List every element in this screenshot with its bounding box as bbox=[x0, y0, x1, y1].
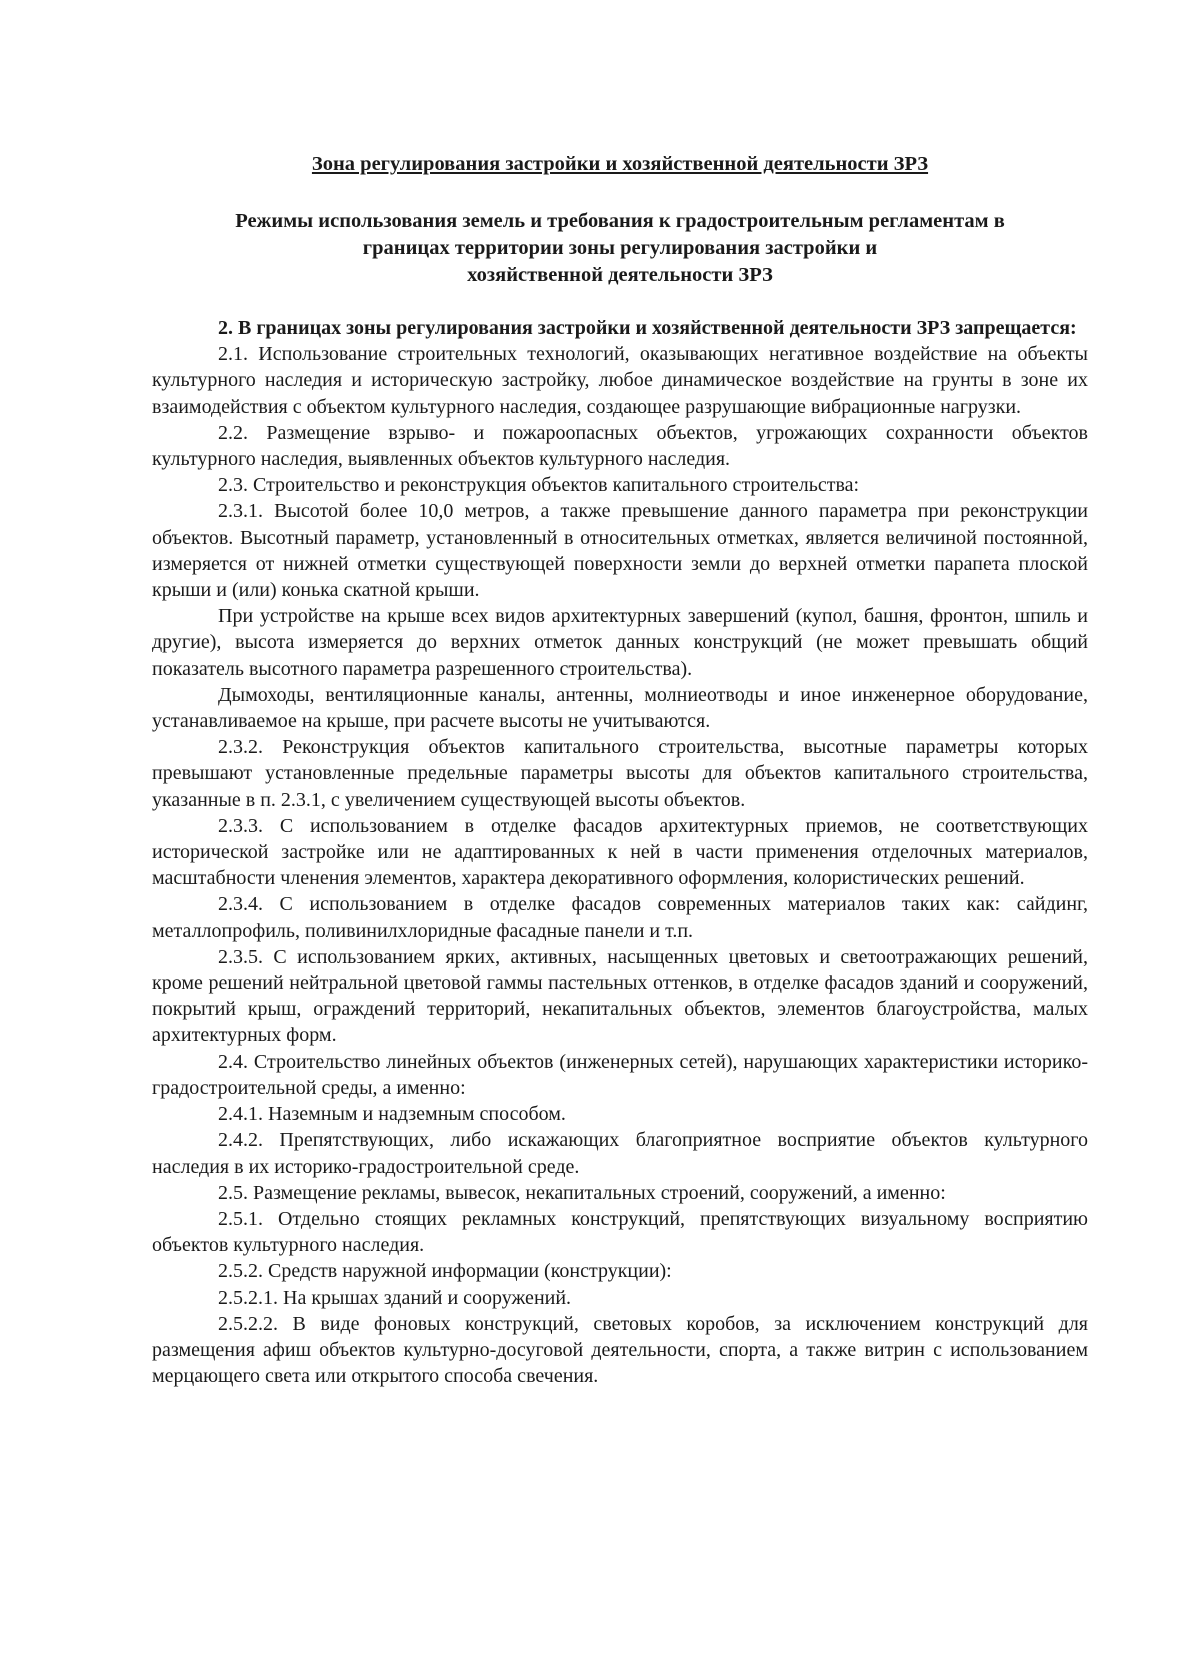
paragraph-2-3-2: 2.3.2. Реконструкция объектов капитального строительства, высотные параметры которых превышают установленные предельные параметры высоты для объектов капитального строительства, указанные в п. 2.3.1, с увеличением существующей высоты объектов. bbox=[152, 736, 1088, 811]
subtitle-line: Режимы использования земель и требования к градостроительным регламентам в bbox=[235, 210, 1005, 232]
document-subtitle bbox=[152, 208, 1088, 289]
paragraph-2-3-1: 2.3.1. Высотой более 10,0 метров, а также превышение данного параметра при реконструкции объектов. Высотный параметр, установленный в относительных отметках, является величиной постоянной, измеряется от нижней отметки существующей поверхности земли до верхней отметки парапета плоской крыши и (или) конька скатной крыши. bbox=[152, 500, 1088, 602]
document-body bbox=[152, 315, 1088, 1389]
paragraph-2-5-2-1: 2.5.2.1. На крышах зданий и сооружений. bbox=[218, 1286, 572, 1309]
paragraph-2-4: 2.4. Строительство линейных объектов (инженерных сетей), нарушающих характеристики историко-градостроительной среды, а именно: bbox=[152, 1050, 1088, 1099]
paragraph-2-3-5: 2.3.5. С использованием ярких, активных, насыщенных цветовых и светоотражающих решений, кроме решений нейтральной цветовой гаммы пастельных оттенков, в отделке фасадов зданий и сооружений, покрытий крыш, ограждений территорий, некапитальных объектов, элементов благоустройства, малых архитектурных форм. bbox=[152, 945, 1088, 1047]
paragraph-2-5-1: 2.5.1. Отдельно стоящих рекламных конструкций, препятствующих визуальному восприятию объектов культурного наследия. bbox=[152, 1207, 1088, 1257]
document-title: Зона регулирования застройки и хозяйственной деятельности ЗРЗ bbox=[311, 153, 929, 175]
paragraph-2-1: 2.1. Использование строительных технологий, оказывающих негативное воздействие на объекты культурного наследия и историческую застройку, любое динамическое воздействие на грунты в зоне их взаимодействия с объектом культурного наследия, создающее разрушающие вибрационные нагрузки. bbox=[152, 343, 1088, 418]
paragraph-2-3-4: 2.3.4. С использованием в отделке фасадов современных материалов таких как: сайдинг, металлопрофиль, поливинилхлоридные фасадные панели и т.п. bbox=[152, 893, 1088, 942]
subtitle-line: хозяйственной деятельности ЗРЗ bbox=[467, 264, 773, 286]
paragraph-2-5-2-2: 2.5.2.2. В виде фоновых конструкций, световых коробов, за исключением конструкций для размещения афиш объектов культурно-досуговой деятельности, спорта, а также витрин с использованием мерцающего света или открытого способа свечения. bbox=[152, 1312, 1088, 1388]
paragraph-2-5-2: 2.5.2. Средств наружной информации (конструкции): bbox=[218, 1260, 672, 1283]
paragraph-2-3-3: 2.3.3. С использованием в отделке фасадов архитектурных приемов, не соответствующих исторической застройке или не адаптированных к ней в части применения отделочных материалов, масштабности членения элементов, характера декоративного оформления, колористических решений. bbox=[152, 814, 1088, 890]
section-heading: 2. В границах зоны регулирования застройки и хозяйственной деятельности ЗРЗ запрещается: bbox=[218, 317, 1077, 339]
paragraph-2-4-2: 2.4.2. Препятствующих, либо искажающих благоприятное восприятие объектов культурного наследия в их историко-градостроительной среде. bbox=[152, 1129, 1088, 1178]
paragraph-chimneys: Дымоходы, вентиляционные каналы, антенны, молниеотводы и иное инженерное оборудование, устанавливаемое на крыше, при расчете высоты не учитываются. bbox=[152, 683, 1088, 733]
paragraph-2-2: 2.2. Размещение взрыво- и пожароопасных объектов, угрожающих сохранности объектов культурного наследия, выявленных объектов культурного наследия. bbox=[152, 421, 1088, 471]
subtitle-line: границах территории зоны регулирования застройки и bbox=[362, 237, 878, 259]
paragraph-2-5: 2.5. Размещение рекламы, вывесок, некапитальных строений, сооружений, а именно: bbox=[218, 1181, 946, 1204]
paragraph-2-4-1: 2.4.1. Наземным и надземным способом. bbox=[218, 1103, 566, 1126]
paragraph-2-3: 2.3. Строительство и реконструкция объектов капитального строительства: bbox=[218, 474, 860, 497]
paragraph-roof-elements: При устройстве на крыше всех видов архитектурных завершений (купол, башня, фронтон, шпиль и другие), высота измеряется до верхних отметок данных конструкций (не может превышать общий показатель высотного параметра разрешенного строительства). bbox=[152, 605, 1088, 680]
